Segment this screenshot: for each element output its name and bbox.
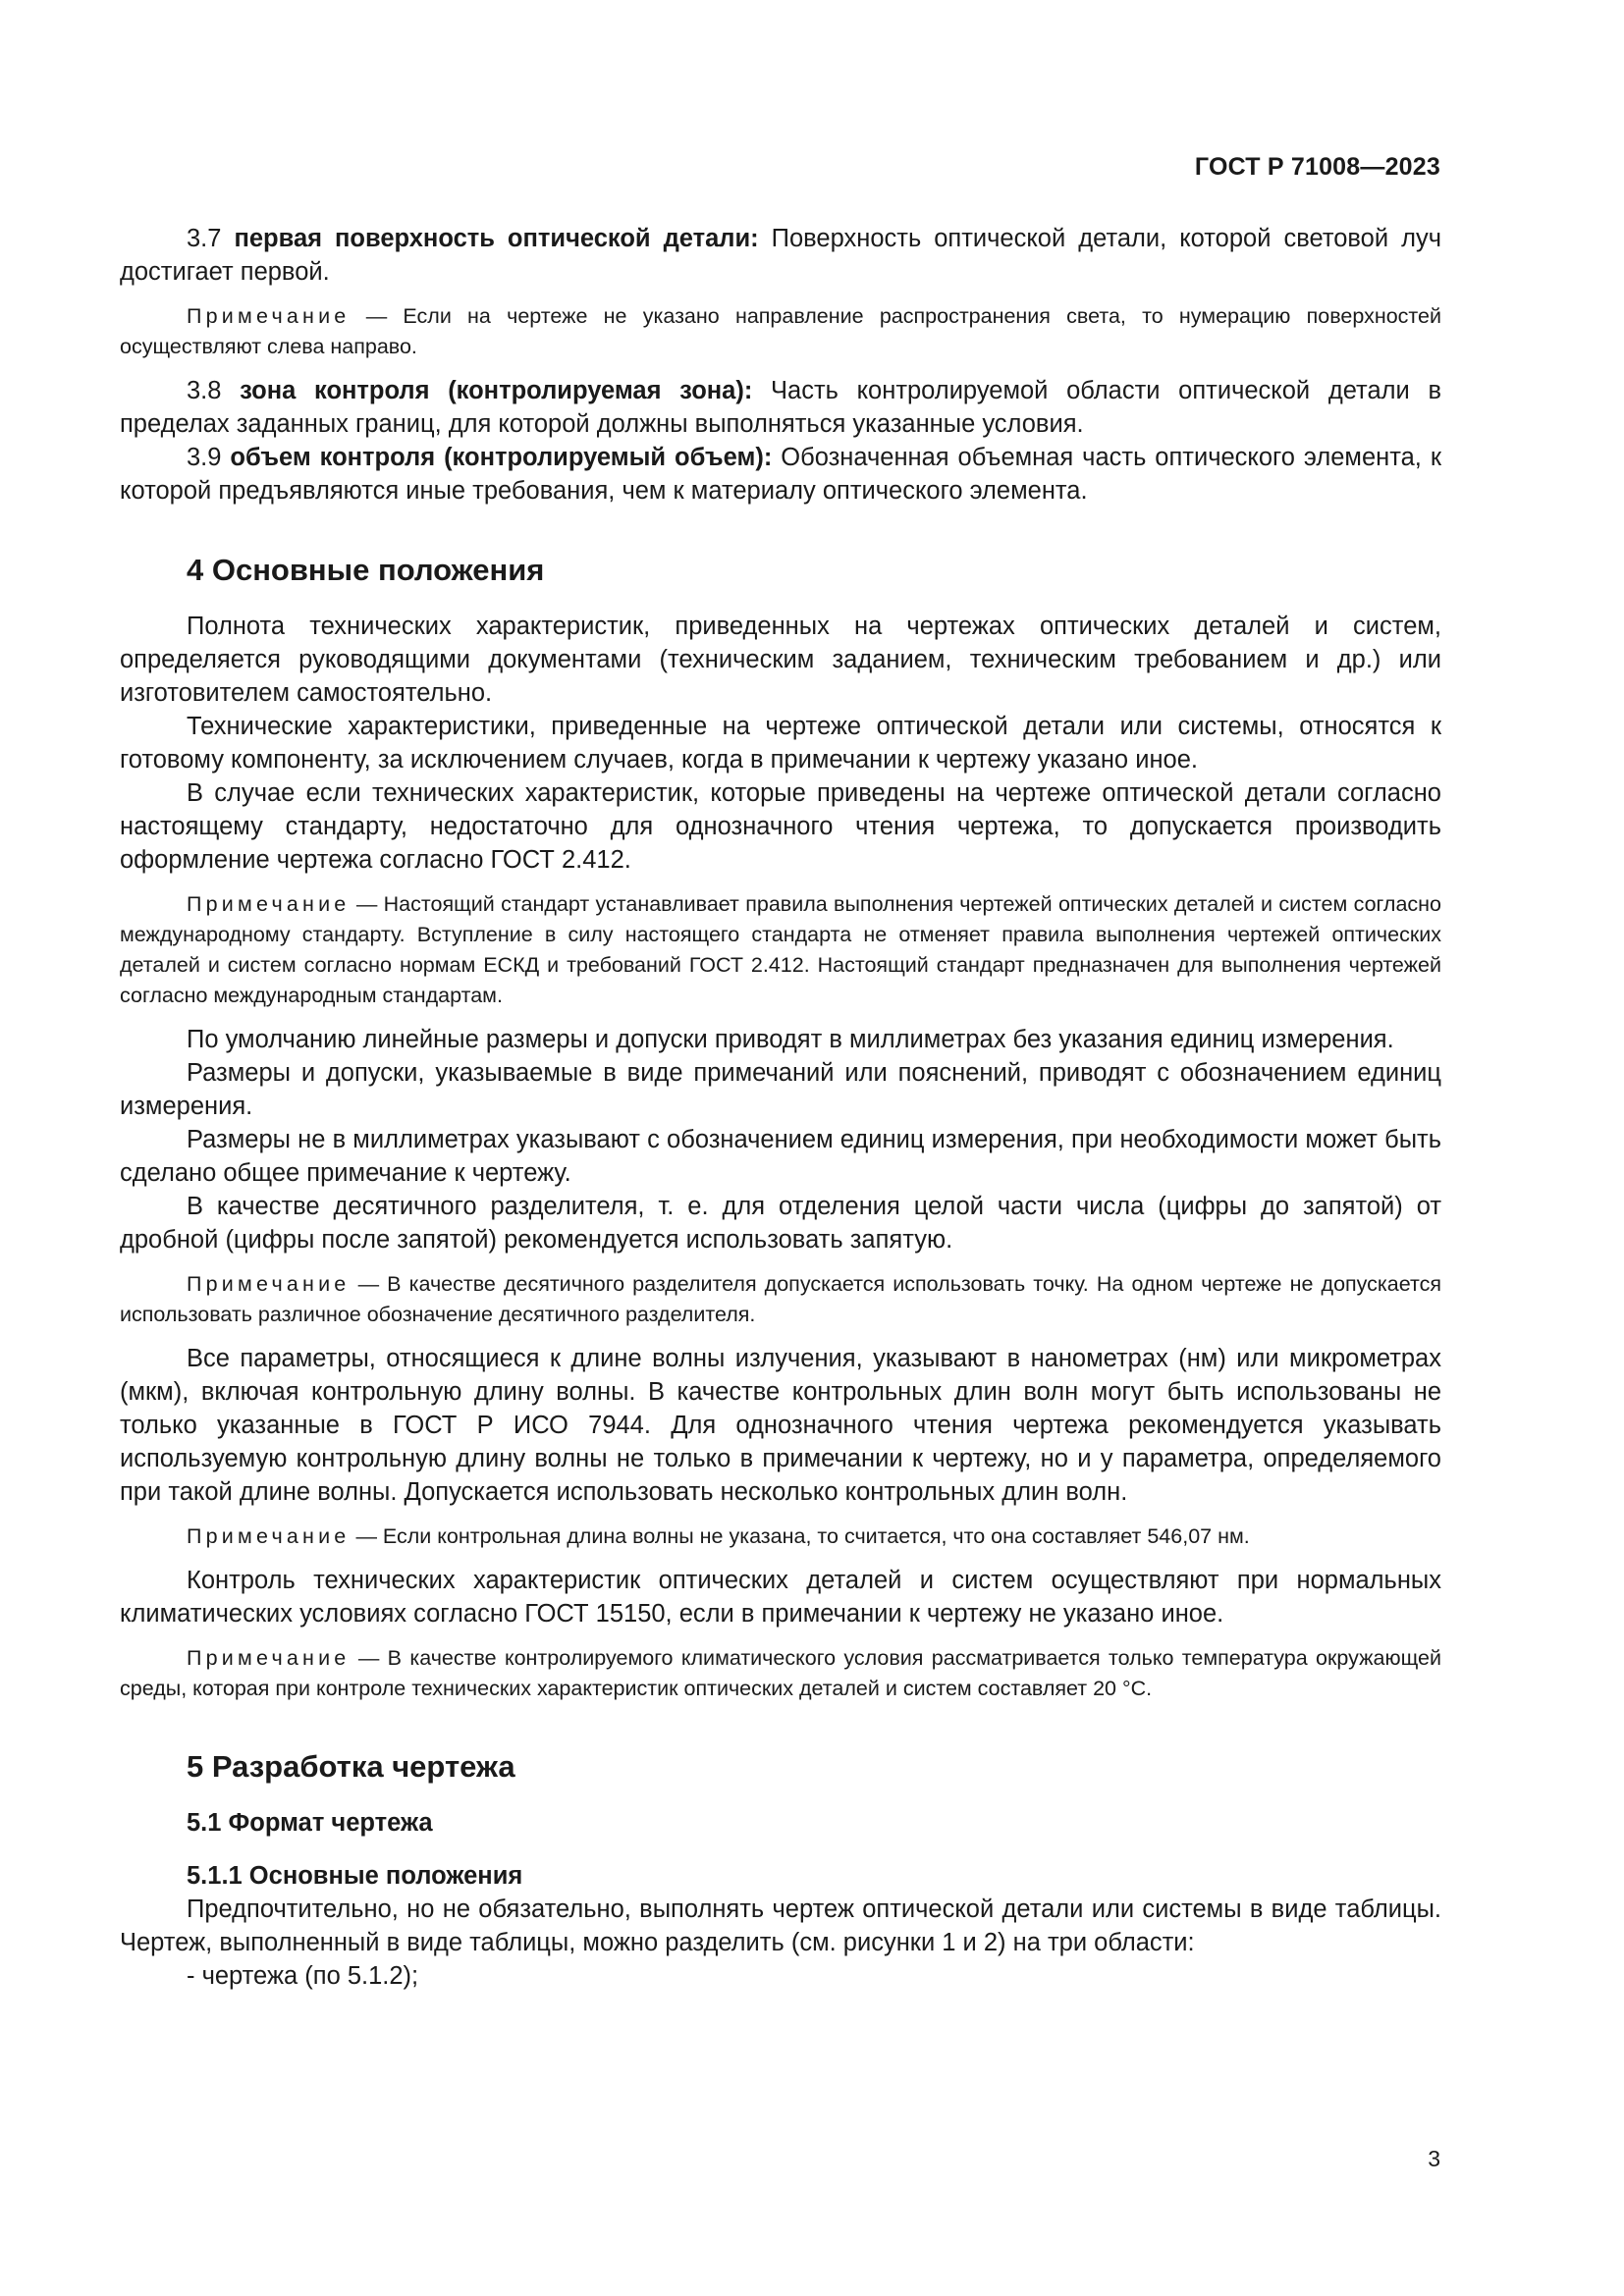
note-label: Примечание bbox=[187, 1524, 351, 1548]
section-4-heading: 4 Основные положения bbox=[187, 553, 545, 587]
clause-3-8 bbox=[120, 374, 1441, 441]
term: первая поверхность оптической детали: bbox=[234, 225, 759, 252]
subsection-5-1-heading: 5.1 Формат чертежа bbox=[187, 1809, 433, 1837]
note-1 bbox=[120, 301, 1441, 362]
term: зона контроля (контролируемая зона): bbox=[240, 377, 753, 404]
note-text: — В качестве десятичного разделителя допускается использовать точку. На одном чертеже не допускается использовать различное обозначение десятичного разделителя. bbox=[120, 1272, 1442, 1326]
definition: Поверхность оптической детали, которой световой луч достигает первой. bbox=[120, 225, 1441, 286]
term: объем контроля (контролируемый объем): bbox=[230, 444, 773, 471]
paragraph: По умолчанию линейные размеры и допуски приводят в миллиметрах без указания единиц измерения. bbox=[187, 1026, 1394, 1053]
list-item: - чертежа (по 5.1.2); bbox=[187, 1962, 419, 1990]
clause-3-9 bbox=[120, 441, 1441, 507]
section-5-heading: 5 Разработка чертежа bbox=[187, 1749, 515, 1784]
paragraph: Контроль технических характеристик оптических деталей и систем осуществляют при нормальных климатических условиях согласно ГОСТ 15150, если в примечании к чертежу не указано иное. bbox=[120, 1567, 1441, 1628]
note-text: — Если на чертеже не указано направление распространения света, то нумерацию поверхностей осуществляют слева направо. bbox=[120, 304, 1441, 358]
document-header: ГОСТ Р 71008—2023 bbox=[1194, 153, 1440, 181]
paragraph: Размеры и допуски, указываемые в виде примечаний или пояснений, приводят с обозначением единиц измерения. bbox=[120, 1059, 1441, 1120]
note-text: — В качестве контролируемого климатического условия рассматривается только температура окружающей среды, которая при контроле технических характеристик оптических деталей и систем составляет 20 °C. bbox=[120, 1646, 1441, 1700]
definition: Обозначенная объемная часть оптического элемента, к которой предъявляются иные требования, чем к материалу оптического элемента. bbox=[120, 444, 1441, 505]
clause-number: 3.8 bbox=[187, 377, 222, 404]
note-3 bbox=[120, 1269, 1441, 1330]
note-label: Примечание bbox=[187, 892, 351, 916]
paragraph: В качестве десятичного разделителя, т. е. для отделения целой части числа (цифры до запятой) от дробной (цифры после запятой) рекомендуется использовать запятую. bbox=[120, 1193, 1441, 1254]
note-label: Примечание bbox=[187, 304, 351, 328]
subsection-5-1-1-heading: 5.1.1 Основные положения bbox=[187, 1862, 523, 1890]
paragraph: Все параметры, относящиеся к длине волны излучения, указывают в нанометрах (нм) или микрометрах (мкм), включая контрольную длину волны. В качестве контрольных длин волн могут быть использованы не только указанные в ГОСТ Р ИСО 7944. Для однозначного чтения чертежа рекомендуется указывать используемую контрольную длину волны не только в примечании к чертежу, но и у параметра, определяемого при такой длине волны. Допускается использовать несколько контрольных длин волн. bbox=[120, 1345, 1441, 1506]
paragraph: В случае если технических характеристик, которые приведены на чертеже оптической детали согласно настоящему стандарту, недостаточно для однозначного чтения чертежа, то допускается производить оформление чертежа согласно ГОСТ 2.412. bbox=[120, 779, 1441, 874]
clause-number: 3.7 bbox=[187, 225, 222, 252]
note-text: — Если контрольная длина волны не указана, то считается, что она составляет 546,07 нм. bbox=[355, 1524, 1250, 1548]
page-number: 3 bbox=[1428, 2146, 1440, 2171]
note-text: — Настоящий стандарт устанавливает правила выполнения чертежей оптических деталей и систем согласно международному стандарту. Вступление в силу настоящего стандарта не отменяет правила выполнения чертежей оптических деталей и систем согласно нормам ЕСКД и требований ГОСТ 2.412. Настоящий стандарт предназначен для выполнения чертежей согласно международным стандартам. bbox=[120, 892, 1442, 1007]
note-4 bbox=[120, 1522, 1441, 1552]
note-label: Примечание bbox=[187, 1272, 351, 1296]
paragraph: Полнота технических характеристик, приведенных на чертежах оптических деталей и систем, определяется руководящими документами (техническим заданием, техническим требованием и др.) или изготовителем самостоятельно. bbox=[120, 613, 1441, 707]
definition: Часть контролируемой области оптической детали в пределах заданных границ, для которой должны выполняться указанные условия. bbox=[120, 377, 1441, 438]
paragraph: Предпочтительно, но не обязательно, выполнять чертеж оптической детали или системы в виде таблицы. Чертеж, выполненный в виде таблицы, можно разделить (см. рисунки 1 и 2) на три области: bbox=[120, 1896, 1441, 1956]
note-2 bbox=[120, 889, 1441, 1011]
document-body bbox=[120, 222, 1441, 1993]
clause-3-7 bbox=[120, 222, 1441, 289]
note-5 bbox=[120, 1643, 1441, 1704]
paragraph: Технические характеристики, приведенные на чертеже оптической детали или системы, относятся к готовому компоненту, за исключением случаев, когда в примечании к чертежу указано иное. bbox=[120, 713, 1441, 774]
clause-number: 3.9 bbox=[187, 444, 222, 471]
note-label: Примечание bbox=[187, 1646, 351, 1670]
paragraph: Размеры не в миллиметрах указывают с обозначением единиц измерения, при необходимости может быть сделано общее примечание к чертежу. bbox=[120, 1126, 1441, 1187]
